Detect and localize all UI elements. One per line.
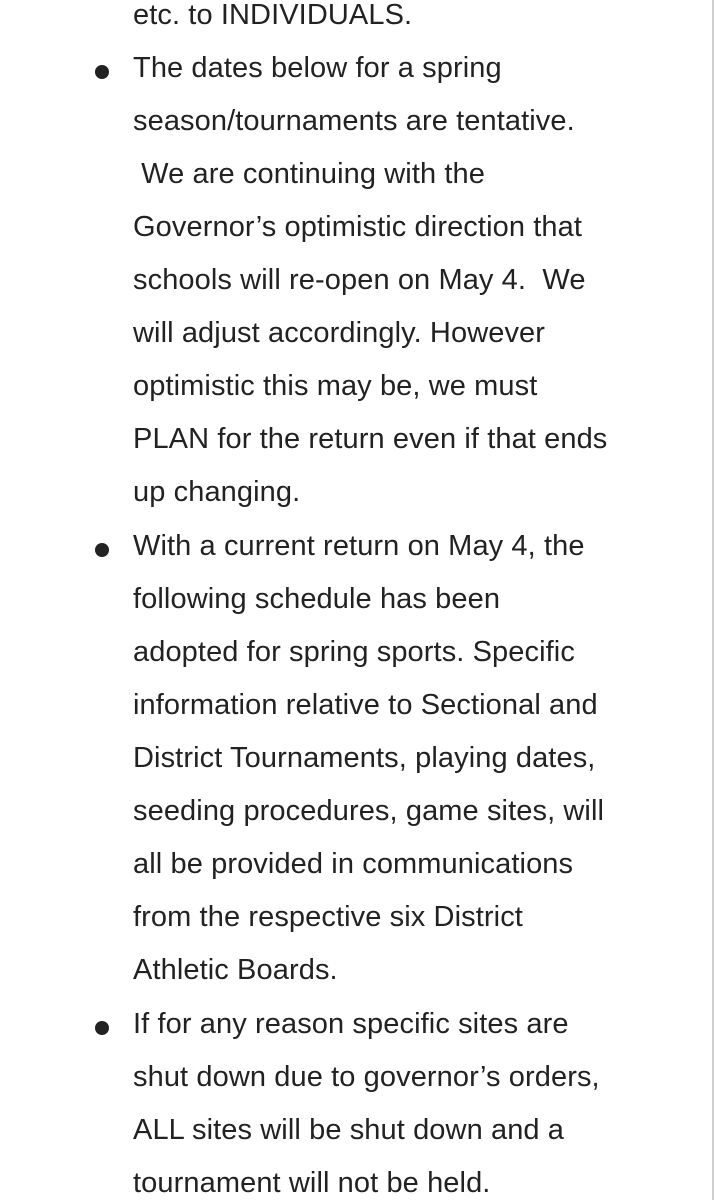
bullet-1-line: schools will re-open on May 4. We bbox=[133, 264, 586, 296]
bullet-1-line: Governor’s optimistic direction that bbox=[133, 211, 582, 243]
bullet-1-line: optimistic this may be, we must bbox=[133, 370, 538, 402]
bullet-point-icon bbox=[95, 65, 109, 79]
bullet-2-line: With a current return on May 4, the bbox=[133, 530, 585, 562]
bullet-point-icon bbox=[95, 1021, 109, 1035]
bullet-2-line: Athletic Boards. bbox=[133, 954, 338, 986]
bullet-1-line: PLAN for the return even if that ends bbox=[133, 423, 608, 455]
bullet-1-line: will adjust accordingly. However bbox=[133, 317, 546, 349]
bullet-2-line: following schedule has been bbox=[133, 583, 501, 615]
bullet-3-line: If for any reason specific sites are bbox=[133, 1008, 569, 1040]
bullet-point-icon bbox=[95, 543, 109, 557]
bullet-3-line: shut down due to governor’s orders, bbox=[133, 1061, 600, 1093]
bullet-1-line: The dates below for a spring bbox=[133, 52, 502, 84]
bullet-3-line: ALL sites will be shut down and a bbox=[133, 1114, 565, 1146]
bullet-3-line: tournament will not be held. bbox=[133, 1167, 491, 1199]
bullet-2-line: District Tournaments, playing dates, bbox=[133, 742, 596, 774]
bullet-2-line: seeding procedures, game sites, will bbox=[133, 795, 605, 827]
bullet-2-line: all be provided in communications bbox=[133, 848, 574, 880]
bullet-1-line: We are continuing with the bbox=[133, 158, 485, 190]
bullet-1-line: up changing. bbox=[133, 476, 301, 508]
bullet-2-line: information relative to Sectional and bbox=[133, 689, 598, 721]
bullet-2-line: adopted for spring sports. Specific bbox=[133, 636, 575, 668]
bullet-2-line: from the respective six District bbox=[133, 901, 523, 933]
lead-fragment-text: etc. to INDIVIDUALS. bbox=[133, 0, 413, 31]
bullet-1-line: season/tournaments are tentative. bbox=[133, 105, 575, 137]
